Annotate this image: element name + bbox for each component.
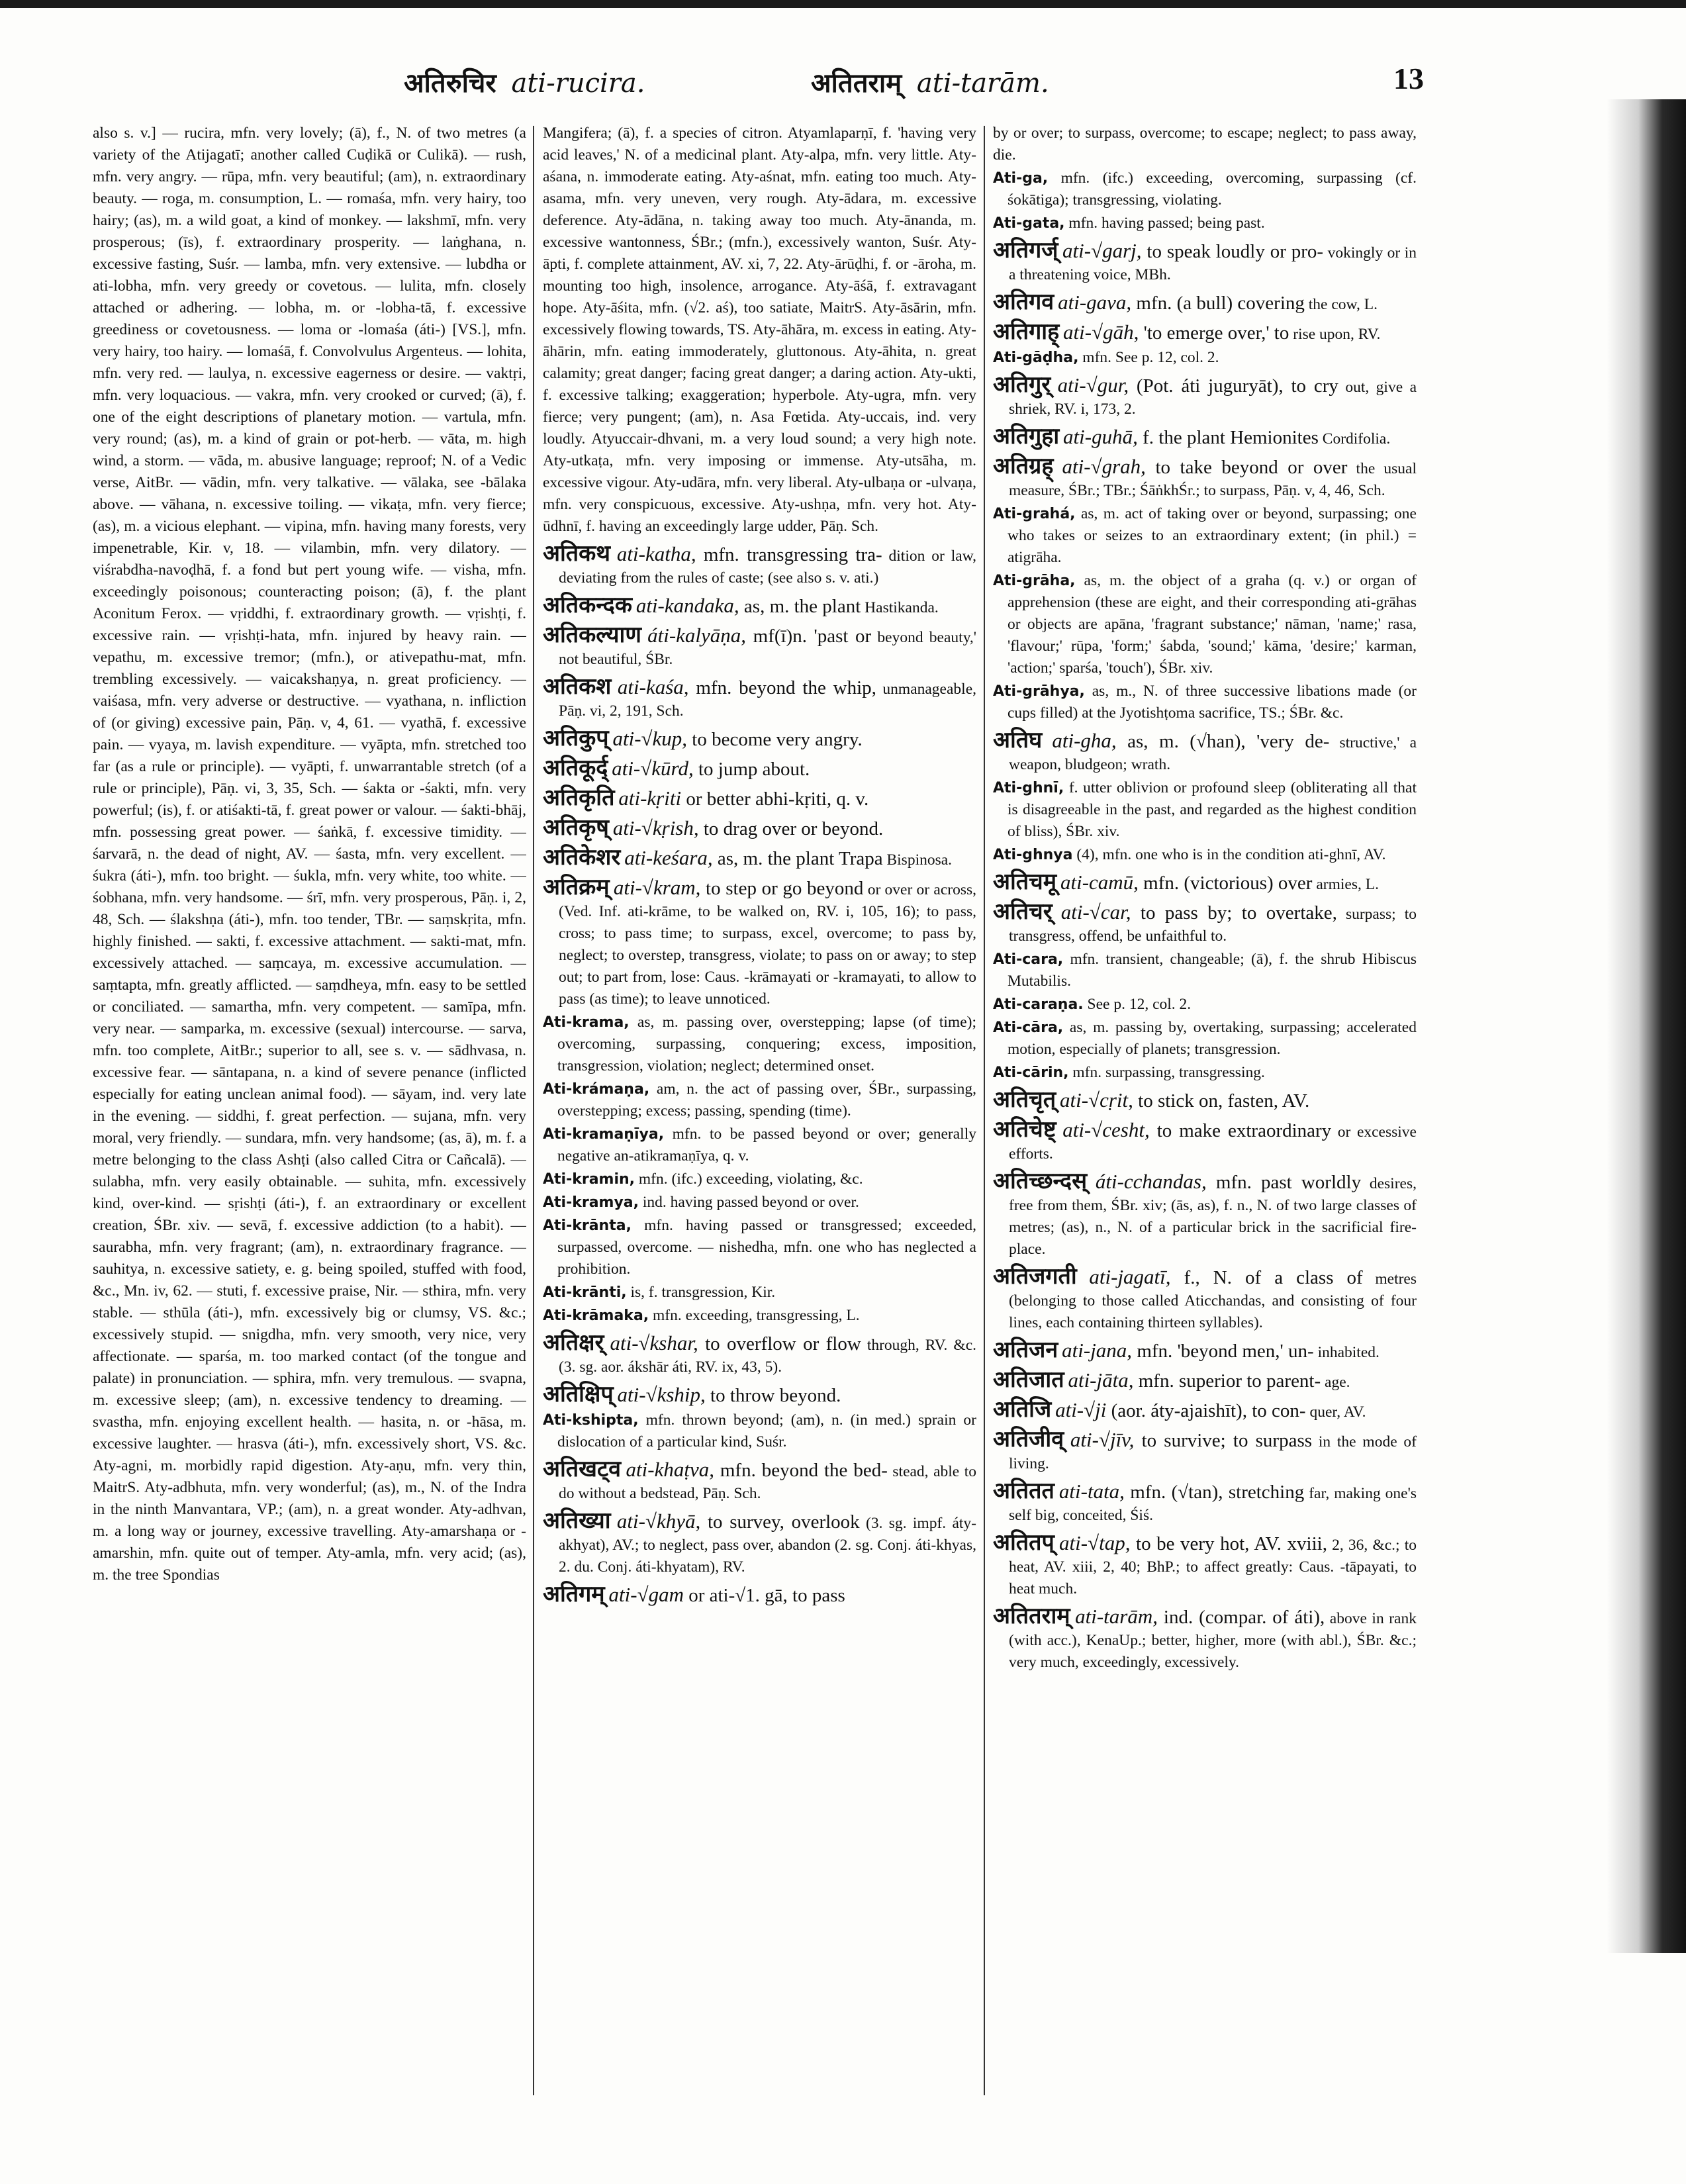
sub-entry xyxy=(543,1215,976,1280)
entry-headword: ati-khaṭva, xyxy=(626,1458,714,1481)
entry-devanagari: अतितप् xyxy=(993,1529,1054,1556)
entry-definition: above in rank (with acc.), KenaUp.; better, higher, more (with abl.), ŚBr. &c.; very much, exceedingly, excessively. xyxy=(1009,1610,1417,1671)
dictionary-entry xyxy=(543,540,976,589)
dictionary-entry xyxy=(993,291,1417,316)
dictionary-entry xyxy=(543,725,976,752)
dictionary-entry xyxy=(993,871,1417,896)
sub-entry-headword: Ati-kramaṇīya, xyxy=(543,1126,665,1143)
sub-entry-definition: (4), mfn. one who is in the condition ati-ghnī, AV. xyxy=(1072,846,1386,863)
sub-entry-headword: Ati-ghnya xyxy=(993,847,1073,863)
sub-entry-definition: mfn. (ifc.) exceeding, overcoming, surpassing (cf. śokātiga); transgressing, violating. xyxy=(1007,169,1417,209)
entry-devanagari: अतिगुर् xyxy=(993,371,1051,398)
sub-entry xyxy=(993,1017,1417,1061)
entry-definition: quer, AV. xyxy=(1309,1403,1366,1421)
sub-entry xyxy=(993,844,1417,866)
entry-headword: ati-kṛiti xyxy=(618,786,682,810)
dictionary-entry xyxy=(543,814,976,841)
sub-entry-headword: Ati-krānta, xyxy=(543,1217,632,1234)
scan-right-edge xyxy=(1607,99,1686,1953)
entry-gloss-lead: mfn. beyond the bed- xyxy=(714,1460,888,1481)
column-3 xyxy=(993,122,1417,2099)
entry-headword: ati-√kram, xyxy=(613,876,701,899)
sub-entry-headword: Ati-cara, xyxy=(993,951,1064,968)
entry-headword: ati-kandaka, xyxy=(635,594,739,617)
entry-gloss-lead: mfn. (victorious) over xyxy=(1138,873,1313,894)
dictionary-entry xyxy=(993,1339,1417,1364)
entry-devanagari: अतिक्रम् xyxy=(543,874,610,900)
scan-top-edge xyxy=(0,0,1686,8)
dictionary-entry xyxy=(543,1329,976,1378)
column-2 xyxy=(543,122,976,2099)
sub-entry xyxy=(993,994,1417,1016)
dictionary-entry xyxy=(993,237,1417,286)
entry-devanagari: अतिचृत् xyxy=(993,1086,1056,1113)
sub-entry-headword: Ati-krāmaka, xyxy=(543,1307,649,1324)
sub-entry xyxy=(993,347,1417,369)
entry-devanagari: अतिक्षर् xyxy=(543,1329,604,1356)
entry-devanagari: अतिजात xyxy=(993,1366,1064,1393)
entry-devanagari: अतिख्या xyxy=(543,1507,611,1534)
entry-devanagari: अतिजन xyxy=(993,1337,1058,1363)
entry-definition: in the mode of living. xyxy=(1009,1433,1417,1472)
entry-devanagari: अतिघ xyxy=(993,727,1043,753)
entry-definition: unmanageable, Pāṇ. vi, 2, 191, Sch. xyxy=(559,681,976,720)
dictionary-entry xyxy=(993,318,1417,346)
sub-entry-definition: f. utter oblivion or profound sleep (obliterating all that is disagreeable in the past, and regarded as the highest condition of bliss), ŚBr. xiv. xyxy=(1007,779,1417,840)
sub-entry xyxy=(993,1062,1417,1084)
entry-devanagari: अतितराम् xyxy=(993,1603,1070,1629)
entry-devanagari: अतिकश xyxy=(543,673,612,700)
sub-entry-headword: Ati-gata, xyxy=(993,215,1065,232)
entry-definition: far, making one's self big, conceited, Śiś. xyxy=(1009,1485,1417,1524)
sub-entry-definition: mfn. transient, changeable; (ā), f. the shrub Hibiscus Mutabilis. xyxy=(1007,951,1417,990)
entry-definition: vokingly or in a threatening voice, MBh. xyxy=(1009,244,1417,283)
sub-entry-definition: ind. having passed beyond or over. xyxy=(639,1194,859,1211)
entry-definition: 2, 36, &c.; to heat, AV. xiii, 2, 40; BhP.; to affect greatly: Caus. -tāpayati, to heat much. xyxy=(1009,1537,1417,1597)
running-head-left-translit: ati-rucira. xyxy=(511,68,645,99)
entry-devanagari: अतिच्छन्दस् xyxy=(993,1168,1088,1194)
dictionary-entry xyxy=(543,1381,976,1408)
entry-gloss-lead: or ati-√1. gā, to pass xyxy=(683,1585,845,1606)
dictionary-entry xyxy=(993,1605,1417,1674)
dictionary-entry xyxy=(543,624,976,671)
entry-headword: ati-√cesht, xyxy=(1062,1118,1150,1141)
entry-definition: the usual measure, ŚBr.; TBr.; ŚāṅkhŚr.; to surpass, Pāṇ. v, 4, 46, Sch. xyxy=(1009,460,1417,499)
sub-entry-definition: See p. 12, col. 2. xyxy=(1083,996,1192,1013)
entry-devanagari: अतिकेशर xyxy=(543,844,621,871)
entry-gloss-lead: to throw beyond. xyxy=(705,1385,841,1406)
entry-headword: áti-kalyāṇa, xyxy=(647,624,747,647)
sub-entry-definition: is, f. transgression, Kir. xyxy=(626,1284,776,1301)
sub-entry xyxy=(993,681,1417,724)
entry-definition: or excessive efforts. xyxy=(1009,1123,1417,1163)
entry-devanagari: अतिगर्ज् xyxy=(993,237,1058,263)
entry-headword: ati-keśara, xyxy=(624,846,713,869)
entry-gloss-lead: mfn. (a bull) covering xyxy=(1131,293,1305,314)
entry-headword: ati-√grah, xyxy=(1062,455,1146,478)
dictionary-entry xyxy=(993,371,1417,420)
entry-gloss-lead: to pass by; to overtake, xyxy=(1131,902,1337,924)
dictionary-entry xyxy=(993,1366,1417,1394)
entry-gloss-lead: 'to emerge over,' to xyxy=(1139,322,1289,344)
entry-headword: ati-camū, xyxy=(1060,871,1139,894)
dictionary-entry xyxy=(993,423,1417,450)
entry-definition: dition or law, deviating from the rules of caste; (see also s. v. ati.) xyxy=(559,547,976,587)
entry-devanagari: अतिगव xyxy=(993,289,1054,315)
entry-gloss-lead: mfn. beyond the whip, xyxy=(688,677,876,698)
entry-devanagari: अतितत xyxy=(993,1478,1054,1504)
entry-headword: ati-jāta, xyxy=(1068,1368,1134,1392)
sub-entry-definition: as, m. act of taking over or beyond, surpassing; one who takes or seizes to an extraordinary extent; (in phil.) = atigrāha. xyxy=(1007,505,1417,566)
entry-gloss-lead: to be very hot, AV. xviii, xyxy=(1130,1533,1327,1554)
sub-entry-headword: Ati-krámaṇa, xyxy=(543,1081,650,1098)
sub-entry xyxy=(543,1409,976,1453)
dictionary-entry xyxy=(993,455,1417,502)
entry-definition: metres (belonging to those called Aticchandas, and consisting of four lines, each containing thirteen syllables). xyxy=(1009,1270,1417,1331)
column-rule-1 xyxy=(533,126,534,2095)
column-rule-2 xyxy=(984,126,985,2095)
entry-headword: ati-√ji xyxy=(1055,1398,1107,1421)
entry-headword: ati-√gāh, xyxy=(1063,320,1139,344)
entry-devanagari: अतिचेष्ट् xyxy=(993,1116,1056,1143)
continued-text: by or over; to surpass, overcome; to escape; neglect; to pass away, die. xyxy=(993,124,1417,164)
sub-entry-headword: Ati-kramin, xyxy=(543,1171,635,1188)
entry-headword: ati-gha, xyxy=(1052,729,1117,752)
entry-definition: armies, L. xyxy=(1316,876,1379,893)
sub-entry-definition: as, m. passing over, overstepping; lapse (of time); overcoming, surpassing, conquering; excess, imposition, transgression, violation; neglect; determined onset. xyxy=(557,1014,976,1074)
entry-gloss-lead: (Pot. áti juguryāt), to cry xyxy=(1129,375,1338,397)
dictionary-entry xyxy=(543,673,976,722)
entry-gloss-lead: as, m. the plant Trapa xyxy=(712,848,883,869)
sub-entry xyxy=(993,503,1417,569)
sub-entry xyxy=(993,570,1417,679)
dictionary-entry xyxy=(993,1170,1417,1260)
entry-definition: Cordifolia. xyxy=(1322,430,1391,448)
entry-headword: ati-katha, xyxy=(616,542,696,565)
sub-entry xyxy=(993,213,1417,234)
running-head-right-devanagari: अतितराम् xyxy=(811,68,902,99)
entry-definition: inhabited. xyxy=(1317,1344,1380,1361)
entry-gloss-lead: to speak loudly or pro- xyxy=(1141,241,1324,262)
entry-gloss-lead: ind. (compar. of áti), xyxy=(1158,1607,1325,1628)
entry-gloss-lead: mf(ī)n. 'past or xyxy=(746,626,872,647)
entry-gloss-lead: to drag over or beyond. xyxy=(698,818,884,839)
entry-gloss-lead: f., N. of a class of xyxy=(1170,1267,1363,1288)
entry-devanagari: अतिचर् xyxy=(993,898,1053,925)
running-head-right xyxy=(811,64,1049,100)
entry-devanagari: अतिकूर्द् xyxy=(543,755,608,781)
entry-headword: ati-√car, xyxy=(1060,900,1131,924)
running-head-left-devanagari: अतिरुचिर xyxy=(404,68,496,99)
entry-gloss-lead: f. the plant Hemionites xyxy=(1137,427,1319,448)
entry-devanagari: अतिकन्दक xyxy=(543,592,632,618)
entry-headword: ati-√cṛit, xyxy=(1060,1088,1133,1112)
entry-headword: ati-√kup, xyxy=(612,727,688,750)
entry-headword: ati-√kship, xyxy=(617,1383,706,1406)
dictionary-entry xyxy=(543,874,976,1010)
sub-entry-headword: Ati-ghnī, xyxy=(993,780,1064,796)
sub-entry-definition: mfn. having passed or transgressed; exceeded, surpassed, overcome. — nishedha, mfn. one who has neglected a prohibition. xyxy=(557,1217,976,1278)
dictionary-entry xyxy=(543,1507,976,1578)
entry-gloss-lead: to overflow or flow xyxy=(698,1333,861,1354)
entry-devanagari: अतिकृष् xyxy=(543,814,609,841)
sub-entry-headword: Ati-grāha, xyxy=(993,573,1076,589)
entry-definition: or over or across, (Ved. Inf. ati-krāme, to be walked on, RV. i, 105, 16); to pass, cross; to pass time; to surpass, excel, overcome; to pass by, neglect; to overstep, transgress, violate; to pass on or away; to step out; to part from, lose: Caus. -krāmayati or -kramayati, to allow to pass (as time); to leave unnoticed. xyxy=(559,881,976,1008)
sub-entry-headword: Ati-kshipta, xyxy=(543,1412,639,1429)
sub-entry xyxy=(993,949,1417,992)
entry-devanagari: अतिकुप् xyxy=(543,725,609,751)
entry-headword: ati-√kūrd, xyxy=(612,757,694,780)
entry-headword: ati-√garj, xyxy=(1062,239,1142,262)
entry-devanagari: अतिगुहा xyxy=(993,423,1060,450)
sub-entry xyxy=(543,1192,976,1213)
entry-gloss-lead: to survive; to surpass xyxy=(1134,1430,1313,1451)
continued-text: Mangifera; (ā), f. a species of citron. Atyamlaparṇī, f. 'having very acid leaves,' N. of a medicinal plant. Aty-alpa, mfn. very little. Aty-aśana, n. immoderate eating. Aty-aśnat, mfn. eating too much. Aty-asama, mfn. very uneven, very rough. Aty-ādara, m. excessive deference. Aty-ādāna, n. taking away too much. Aty-ānanda, m. excessive wantonness, ŚBr.; (mfn.), excessively wanton, Suśr. Aty-āpti, f. complete attainment, AV. xi, 7, 22. Aty-ārūḍhi, f. or -āroha, m. mounting too high, insolence, arrogance. Aty-āśā, f. extravagant hope. Aty-āśita, mfn. (√2. aś), too satiate, MaitrS. Aty-āsārin, mfn. excessively flowing towards, TS. Aty-āhāra, m. excess in eating. Aty-āhārin, mfn. eating immoderately, gluttonous. Aty-āhita, n. great calamity; great danger; facing great danger; a daring action. Aty-ukti, f. excessive talking; exaggeration; hyperbole. Aty-ugra, mfn. very fierce; very pungent; (am), n. Asa Fœtida. Aty-uccais, ind. very loudly. Atyuccair-dhvani, m. a very loud sound; a very high note. Aty-utkaṭa, mfn. very imposing or immense. Aty-utsāha, m. excessive vigour. Aty-udāra, mfn. very liberal. Aty-ulbaṇa or -ulvaṇa, mfn. very conspicuous, excessive. Aty-ushṇa, mfn. very hot. Aty-ūdhnī, f. having an exceedingly large udder, Pāṇ. Sch. xyxy=(543,124,976,535)
dictionary-entry xyxy=(543,1581,976,1608)
entry-headword: ati-kaśa, xyxy=(617,675,689,698)
entry-headword: ati-tata, xyxy=(1058,1480,1125,1503)
sub-entry xyxy=(993,777,1417,843)
entry-headword: ati-jana, xyxy=(1062,1339,1133,1362)
dictionary-entry xyxy=(543,757,976,782)
dictionary-entry xyxy=(993,727,1417,776)
entry-headword: ati-√kṛish, xyxy=(612,816,699,839)
sub-entry-headword: Ati-krānti, xyxy=(543,1284,627,1301)
dictionary-entry xyxy=(993,898,1417,947)
entry-gloss-lead: mfn. superior to parent- xyxy=(1133,1370,1321,1392)
sub-entry-definition: mfn. thrown beyond; (am), n. (in med.) sprain or dislocation of a particular kind, Suśr. xyxy=(557,1411,976,1450)
entry-gloss-lead: (aor. áty-ajaishīt), to con- xyxy=(1106,1400,1306,1421)
entry-devanagari: अतिचमू xyxy=(993,869,1057,895)
page-number: 13 xyxy=(1393,62,1424,95)
page-header xyxy=(93,62,1424,117)
sub-entry-definition: mfn. surpassing, transgressing. xyxy=(1068,1064,1265,1081)
sub-entry-headword: Ati-kramya, xyxy=(543,1194,639,1211)
entry-definition: out, give a shriek, RV. i, 173, 2. xyxy=(1009,379,1417,418)
entry-definition: rise upon, RV. xyxy=(1293,326,1381,343)
dictionary-entry xyxy=(993,1529,1417,1600)
sub-entry xyxy=(993,167,1417,211)
entry-gloss-lead: to jump about. xyxy=(693,759,810,780)
sub-entry-definition: as, m. the object of a graha (q. v.) or organ of apprehension (these are eight, and their corresponding ati-grāhas or objects are apāna, 'fragrant substance;' nāman, 'name;' rasa, 'flavour;' rūpa, 'form;' śabda, 'sound;' kāma, 'desire;' karman, 'action;' sparśa, 'touch'), ŚBr. xiv. xyxy=(1007,572,1417,677)
entry-devanagari: अतिगाह् xyxy=(993,318,1060,345)
entry-definition: desires, free from them, ŚBr. xiv; (ās, as), f. n., N. of two large classes of metres; (as), n., N. of a particular brick in the sacrificial fire-place. xyxy=(1009,1175,1417,1258)
entry-gloss-lead: as, m. (√han), 'very de- xyxy=(1116,731,1330,752)
entry-definition: (3. sg. impf. áty-akhyat), AV.; to neglect, pass over, abandon (2. sg. Conj. áti-khyas, 2. du. Conj. áti-khyatam), RV. xyxy=(559,1515,976,1576)
entry-headword: ati-√gam xyxy=(608,1583,684,1606)
dictionary-entry xyxy=(543,594,976,619)
dictionary-entry xyxy=(993,1116,1417,1165)
sub-entry xyxy=(543,1123,976,1167)
entry-headword: áti-cchandas, xyxy=(1095,1170,1207,1193)
sub-entry-headword: Ati-grāhya, xyxy=(993,683,1085,700)
entry-devanagari: अतिखट्व xyxy=(543,1456,622,1482)
entry-gloss-lead: or better abhi-kṛiti, q. v. xyxy=(681,788,869,810)
dictionary-entry xyxy=(993,1480,1417,1527)
entry-definition: Hastikanda. xyxy=(865,599,939,616)
entry-definition: through, RV. &c. (3. sg. aor. ákshār áti, RV. ix, 43, 5). xyxy=(559,1337,976,1376)
entry-gloss-lead: to become very angry. xyxy=(687,729,863,750)
entry-gloss-lead: mfn. past worldly xyxy=(1206,1172,1362,1193)
column-1-text: also s. v.] — rucira, mfn. very lovely; (ā), f., N. of two metres (a variety of the Atijagatī; another called Cuḍikā or Culikā). — rush, mfn. very angry. — rūpa, mfn. very beautiful; (am), n. extraordinary beauty. — roga, m. consumption, L. — romaśa, mfn. very hairy, too hairy; (as), m. a wild goat, a kind of monkey. — lakshmī, mfn. very prosperous; (īs), f. extraordinary prosperity. — laṅghana, n. excessive fasting, Suśr. — lamba, mfn. very extensive. — lubdha or ati-lobha, mfn. very greedy or covetous. — lulita, mfn. closely attached or adhering. — lobha, m. or -lobha-tā, f. excessive greediness or covetousness. — loma or -lomaśa (áti-) [VS.], mfn. very hairy, too hairy. — lomaśā, f. Convolvulus Argenteus. — lohita, mfn. very red. — laulya, n. excessive eagerness or desire. — vaktṛi, mfn. very loquacious. — vakra, mfn. very crooked or curved; (ā), f. one of the eight descriptions of planetary motion. — vartula, mfn. very round; (as), m. a kind of grain or pot-herb. — vāta, m. high wind, a storm. — vāda, m. abusive language; reproof; N. of a Vedic verse, AitBr. — vādin, mfn. very talkative. — vālaka, see -bālaka above. — vāhana, n. excessive toiling. — vikaṭa, mfn. very fierce; (as), m. a vicious elephant. — vipina, mfn. having many forests, very impenetrable, Kir. v, 18. — vilambin, mfn. very dilatory. — viśrabdha-navoḍhā, f. a fond but pert young wife. — visha, mfn. exceedingly poisonous; counteracting poison; (ā), f. the plant Aconitum Ferox. — vṛiddhi, f. extraordinary growth. — vṛishṭi, f. excessive rain. — vṛishṭi-hata, mfn. injured by heavy rain. — vepathu, m. excessive tremor; (mfn.), or ativepathu-mat, mfn. trembling excessively. — vaicakshaṇya, n. great proficiency. — vaiśasa, mfn. very adverse or destructive. — vyathana, n. infliction of (or giving) excessive pain, Pāṇ. v, 4, 61. — vyathā, f. excessive pain. — vyaya, m. lavish expenditure. — vyāpta, mfn. stretched too far (as a rule or principle). — vyāpti, f. unwarrantable stretch (of a rule or principle), Pāṇ. vi, 3, 35, Sch. — śakta or -śakti, mfn. very powerful; (is), f. or atiśakti-tā, f. great power or valour. — śakti-bhāj, mfn. possessing great power. — śaṅkā, f. excessive timidity. — śarvarā, n. the dead of night, AV. — śasta, mfn. very excellent. — śukra (áti-), mfn. too bright. — śukla, mfn. very white, too white. — śobhana, mfn. very handsome. — śrī, mfn. very prosperous, Pāṇ. i, 2, 48, Sch. — ślakshṇa (áti-), mfn. too tender, TBr. — saṃskṛita, mfn. highly finished. — sakti, f. excessive attachment. — sakti-mat, mfn. excessively attached. — saṃcaya, m. excessive accumulation. — saṃtapta, mfn. greatly afflicted. — saṃdheya, mfn. easy to be settled or conciliated. — samartha, mfn. very competent. — samīpa, mfn. very near. — samparka, m. excessive (sexual) intercourse. — sarva, mfn. too complete, AitBr.; superior to all, see s. v. — sādhvasa, n. excessive fear. — sāntapana, n. a kind of severe penance (inflicted especially for eating unclean animal food). — sāyam, ind. very late in the evening. — siddhi, f. great perfection. — sujana, mfn. very moral, very friendly. — sundara, mfn. very handsome; (as, ā), m. f. a metre belonging to the class Ashṭi (also called Citra or Cañcalā). — sulabha, mfn. very easily obtainable. — suhita, mfn. excessively kind, over-kind. — sṛishṭi (áti-), f. an extraordinary or excellent creation, ŚBr. xiv. — sevā, f. excessive addiction (to a habit). — saurabha, mfn. very fragrant; (am), n. extraordinary fragrance. — sauhitya, n. excessive satiety, e. g. being spoiled, stuffed with food, &c., Mn. iv, 62. — stuti, f. excessive praise, Nir. — sthira, mfn. very stable. — sthūla (áti-), mfn. excessively big or clumsy, VS. &c.; excessively stupid. — snigdha, mfn. very smooth, very nice, very affectionate. — sparśa, m. too marked contact (of the tongue and palate) in pronunciation. — sphira, mfn. very tremulous. — svapna, m. excessive sleep; (am), n. excessive tendency to dreaming. — svastha, mfn. enjoying excellent health. — hasita, n. or -hāsa, m. excessive laughter. — hrasva (áti-), mfn. excessively short, VS. &c. Aty-agni, m. morbidly rapid digestion. Aty-aṇu, mfn. very thin, MaitrS. Aty-adbhuta, mfn. very wonderful; (as), m., N. of the Indra in the ninth Manvantara, VP.; (am), n. a great wonder. Aty-adhvan, m. a long way or journey, excessive travelling. Aty-amarshaṇa or -amarshin, mfn. quite out of temper. Aty-amla, mfn. very acid; (as), m. the tree Spondias xyxy=(93,124,526,1584)
entry-headword: ati-√gur, xyxy=(1057,373,1129,397)
dictionary-entry xyxy=(993,1426,1417,1475)
sub-entry xyxy=(543,1282,976,1304)
entry-headword: ati-√tap, xyxy=(1059,1531,1131,1554)
sub-entry-definition: mfn. to be passed beyond or over; generally negative an-atikramaṇīya, q. v. xyxy=(557,1125,976,1164)
sub-entry-definition: am, n. the act of passing over, ŚBr., surpassing, overstepping; excess; passing, spending (time). xyxy=(557,1080,976,1119)
sub-entry-headword: Ati-gāḍha, xyxy=(993,350,1079,366)
entry-headword: ati-guhā, xyxy=(1063,425,1138,448)
entry-headword: ati-√khyā, xyxy=(616,1509,701,1533)
sub-entry-headword: Ati-cārin, xyxy=(993,1065,1069,1081)
dictionary-entry xyxy=(993,1263,1417,1334)
entry-devanagari: अतिकथ xyxy=(543,540,610,567)
entry-gloss-lead: mfn. 'beyond men,' un- xyxy=(1132,1341,1314,1362)
entry-devanagari: अतिक्षिप् xyxy=(543,1381,614,1407)
sub-entry-definition: as, m. passing by, overtaking, surpassing; accelerated motion, especially of planets; transgression. xyxy=(1007,1019,1417,1058)
entry-gloss-lead: to take beyond or over xyxy=(1145,457,1348,478)
column-1 xyxy=(93,122,526,2099)
entry-headword: ati-tarām, xyxy=(1075,1605,1158,1628)
sub-entry-definition: mfn. having passed; being past. xyxy=(1064,214,1265,232)
entry-definition: the cow, L. xyxy=(1308,296,1378,313)
sub-entry-headword: Ati-krama, xyxy=(543,1014,630,1031)
entry-headword: ati-gava, xyxy=(1058,291,1132,314)
entry-gloss-lead: mfn. (√tan), stretching xyxy=(1124,1482,1305,1503)
sub-entry-definition: mfn. See p. 12, col. 2. xyxy=(1078,349,1219,366)
entry-devanagari: अतिकल्याण xyxy=(543,622,641,648)
sub-entry-definition: as, m., N. of three successive libations made (or cups filled) at the Jyotishṭoma sacrifice, TS.; ŚBr. &c. xyxy=(1007,683,1417,722)
entry-definition: age. xyxy=(1325,1374,1350,1391)
entry-devanagari: अतिजि xyxy=(993,1396,1052,1423)
entry-devanagari: अतिग्रह् xyxy=(993,453,1054,479)
entry-definition: structive,' a weapon, bludgeon; wrath. xyxy=(1009,734,1417,773)
entry-devanagari: अतिगम् xyxy=(543,1581,605,1607)
dictionary-entry xyxy=(993,1086,1417,1114)
sub-entry-headword: Ati-caraṇa. xyxy=(993,996,1084,1013)
entry-headword: ati-jagatī, xyxy=(1089,1265,1171,1288)
sub-entry xyxy=(543,1305,976,1327)
dictionary-entry xyxy=(543,1458,976,1505)
entry-headword: ati-√kshar, xyxy=(610,1331,698,1354)
entry-definition: stead, able to do without a bedstead, Pāṇ. Sch. xyxy=(559,1463,976,1502)
sub-entry xyxy=(543,1012,976,1077)
sub-entry-definition: mfn. exceeding, transgressing, L. xyxy=(649,1307,860,1324)
entry-definition: Bispinosa. xyxy=(886,851,953,869)
entry-gloss-lead: to survey, overlook xyxy=(700,1511,860,1533)
sub-entry-headword: Ati-grahá, xyxy=(993,506,1076,522)
entry-devanagari: अतिकृति xyxy=(543,784,615,811)
entry-devanagari: अतिजगती xyxy=(993,1263,1077,1290)
entry-headword: ati-√jīv, xyxy=(1070,1428,1135,1451)
entry-devanagari: अतिजीव् xyxy=(993,1426,1064,1452)
entry-gloss-lead: to make extraordinary xyxy=(1149,1120,1332,1141)
dictionary-entry xyxy=(543,844,976,871)
entry-definition: surpass; to transgress, offend, be unfaithful to. xyxy=(1009,906,1417,945)
entry-gloss-lead: mfn. transgressing tra- xyxy=(696,544,882,565)
dictionary-entry xyxy=(993,1396,1417,1423)
entry-definition: beyond beauty,' not beautiful, ŚBr. xyxy=(559,629,976,668)
sub-entry-headword: Ati-cāra, xyxy=(993,1020,1064,1036)
running-head-left xyxy=(404,64,645,100)
entry-gloss-lead: as, m. the plant xyxy=(739,596,861,617)
sub-entry xyxy=(543,1078,976,1122)
entry-gloss-lead: to step or go beyond xyxy=(700,878,864,899)
dictionary-entry xyxy=(543,784,976,812)
sub-entry xyxy=(543,1168,976,1190)
sub-entry-definition: mfn. (ifc.) exceeding, violating, &c. xyxy=(635,1170,863,1188)
running-head-right-translit: ati-tarām. xyxy=(916,68,1049,99)
sub-entry-headword: Ati-ga, xyxy=(993,170,1049,187)
entry-gloss-lead: to stick on, fasten, AV. xyxy=(1133,1090,1310,1112)
